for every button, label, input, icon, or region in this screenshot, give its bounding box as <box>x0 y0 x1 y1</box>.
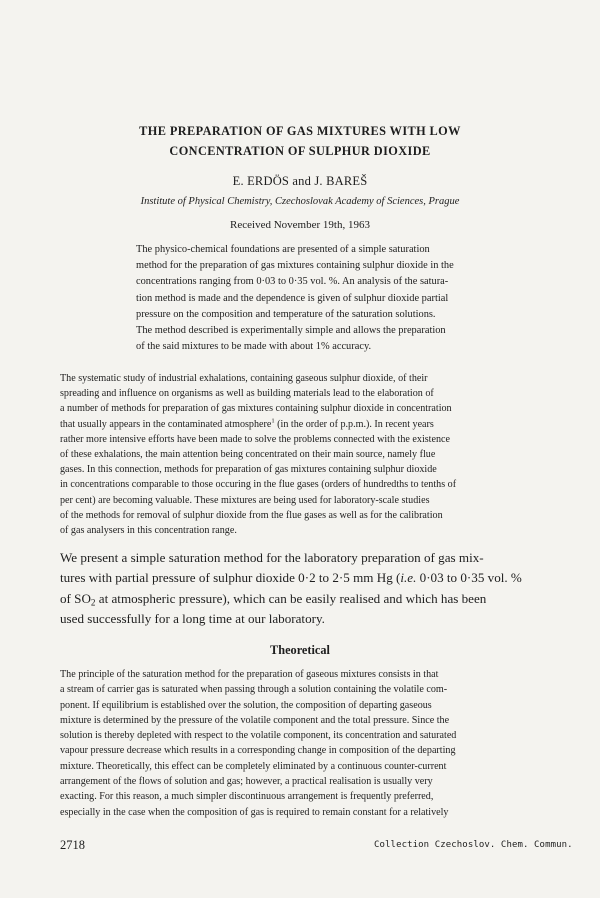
title-line: CONCENTRATION OF SULPHUR DIOXIDE <box>169 144 431 158</box>
introduction-paragraph <box>60 371 566 538</box>
intro-line: per cent) are becoming valuable. These mixtures are being used for laboratory-scale studies <box>60 494 430 506</box>
intro-text: that usually appears in the contaminated atmosphere <box>60 418 272 430</box>
lead-line <box>60 589 566 609</box>
intro-line: a number of methods for preparation of gas mixtures containing sulphur dioxide in concentration <box>60 403 452 415</box>
intro-line: gases. In this connection, methods for preparation of gas mixtures containing sulphur dioxide <box>60 464 437 476</box>
title-line: THE PREPARATION OF GAS MIXTURES WITH LOW <box>139 124 461 138</box>
subscript: 2 <box>90 597 96 608</box>
theory-line: a stream of carrier gas is saturated when passing through a solution containing the volatile com- <box>60 684 448 696</box>
intro-line: of these exhalations, the main attention being concentrated on their main source, namely flue <box>60 449 436 461</box>
journal-name: Collection Czechoslov. Chem. Commun. <box>374 840 573 850</box>
abstract <box>136 242 508 355</box>
theory-line: mixture. Theoretically, this effect can be completely eliminated by a continuous counter-current <box>60 760 447 772</box>
abstract-line: method for the preparation of gas mixtures containing sulphur dioxide in the <box>136 260 454 272</box>
theory-line: especially in the case when the composition of gas is required to remain constant for a relatively <box>60 806 449 818</box>
theory-line: vapour pressure decrease which results in a corresponding change in composition of the departing <box>60 745 456 757</box>
lead-text: tures with partial pressure of sulphur dioxide 0·2 to 2·5 mm Hg ( <box>60 570 401 586</box>
reference-marker: 1 <box>271 417 275 425</box>
abstract-line: pressure on the composition and temperature of the saturation solutions. <box>136 308 436 320</box>
author-names: E. ERDÖS and J. BAREŠ <box>232 174 368 188</box>
page-number: 2718 <box>60 838 85 852</box>
lead-italic: i.e. <box>400 570 417 586</box>
intro-line <box>60 417 566 432</box>
intro-line: of gas analysers in this concentration range. <box>60 525 237 537</box>
intro-line: of the methods for removal of sulphur dioxide from the flue gases as well as for the calibration <box>60 509 443 521</box>
intro-line: in concentrations comparable to those occuring in the flue gases (orders of hundredths to tenths of <box>60 479 457 491</box>
lead-text: at atmospheric pressure), which can be easily realised and which has been <box>95 590 487 606</box>
intro-line: The systematic study of industrial exhalations, containing gaseous sulphur dioxide, of their <box>60 373 428 384</box>
abstract-line: The physico-chemical foundations are presented of a simple saturation <box>136 244 430 255</box>
abstract-line: The method described is experimentally simple and allows the preparation <box>136 325 446 337</box>
author-affiliation: Institute of Physical Chemistry, Czechoslovak Academy of Sciences, Prague <box>140 196 460 207</box>
abstract-line: concentrations ranging from 0·03 to 0·35 vol. %. An analysis of the satura- <box>136 276 449 288</box>
theory-line: arrangement of the flows of solution and gas; however, a practical realisation is usually very <box>60 776 433 788</box>
lead-text: of SO <box>60 590 91 606</box>
intro-line: rather more intensive efforts have been made to solve the problems connected with the existence <box>60 433 450 445</box>
received-date: Received November 19th, 1963 <box>230 219 370 231</box>
theory-line: ponent. If equilibrium is established over the solution, the composition of departing gaseous <box>60 699 432 711</box>
section-heading: Theoretical <box>270 643 330 657</box>
lead-line: We present a simple saturation method for the laboratory preparation of gas mix- <box>60 550 484 565</box>
lead-text: 0·03 to 0·35 vol. % <box>416 570 522 586</box>
abstract-line: of the said mixtures to be made with about 1% accuracy. <box>136 341 372 353</box>
lead-line: used successfully for a long time at our laboratory. <box>60 611 325 627</box>
theory-paragraph <box>60 667 566 820</box>
theory-line: The principle of the saturation method for the preparation of gaseous mixtures consists in that <box>60 669 439 680</box>
theory-line: mixture is determined by the pressure of the volatile component and the total pressure. Since the <box>60 714 450 726</box>
lead-paragraph <box>60 548 566 630</box>
theory-line: solution is thereby depleted with respect to the volatile component, its concentration and saturated <box>60 730 457 742</box>
abstract-line: tion method is made and the dependence is given of sulphur dioxide partial <box>136 292 449 304</box>
article-title <box>0 121 600 161</box>
intro-line: spreading and influence on organisms as well as building materials lead to the elaboration of <box>60 388 434 400</box>
theory-line: exacting. For this reason, a much simpler discontinuous arrangement is frequently preferred, <box>60 791 434 803</box>
intro-text: (in the order of p.p.m.). In recent years <box>274 418 434 430</box>
lead-line <box>60 568 566 588</box>
